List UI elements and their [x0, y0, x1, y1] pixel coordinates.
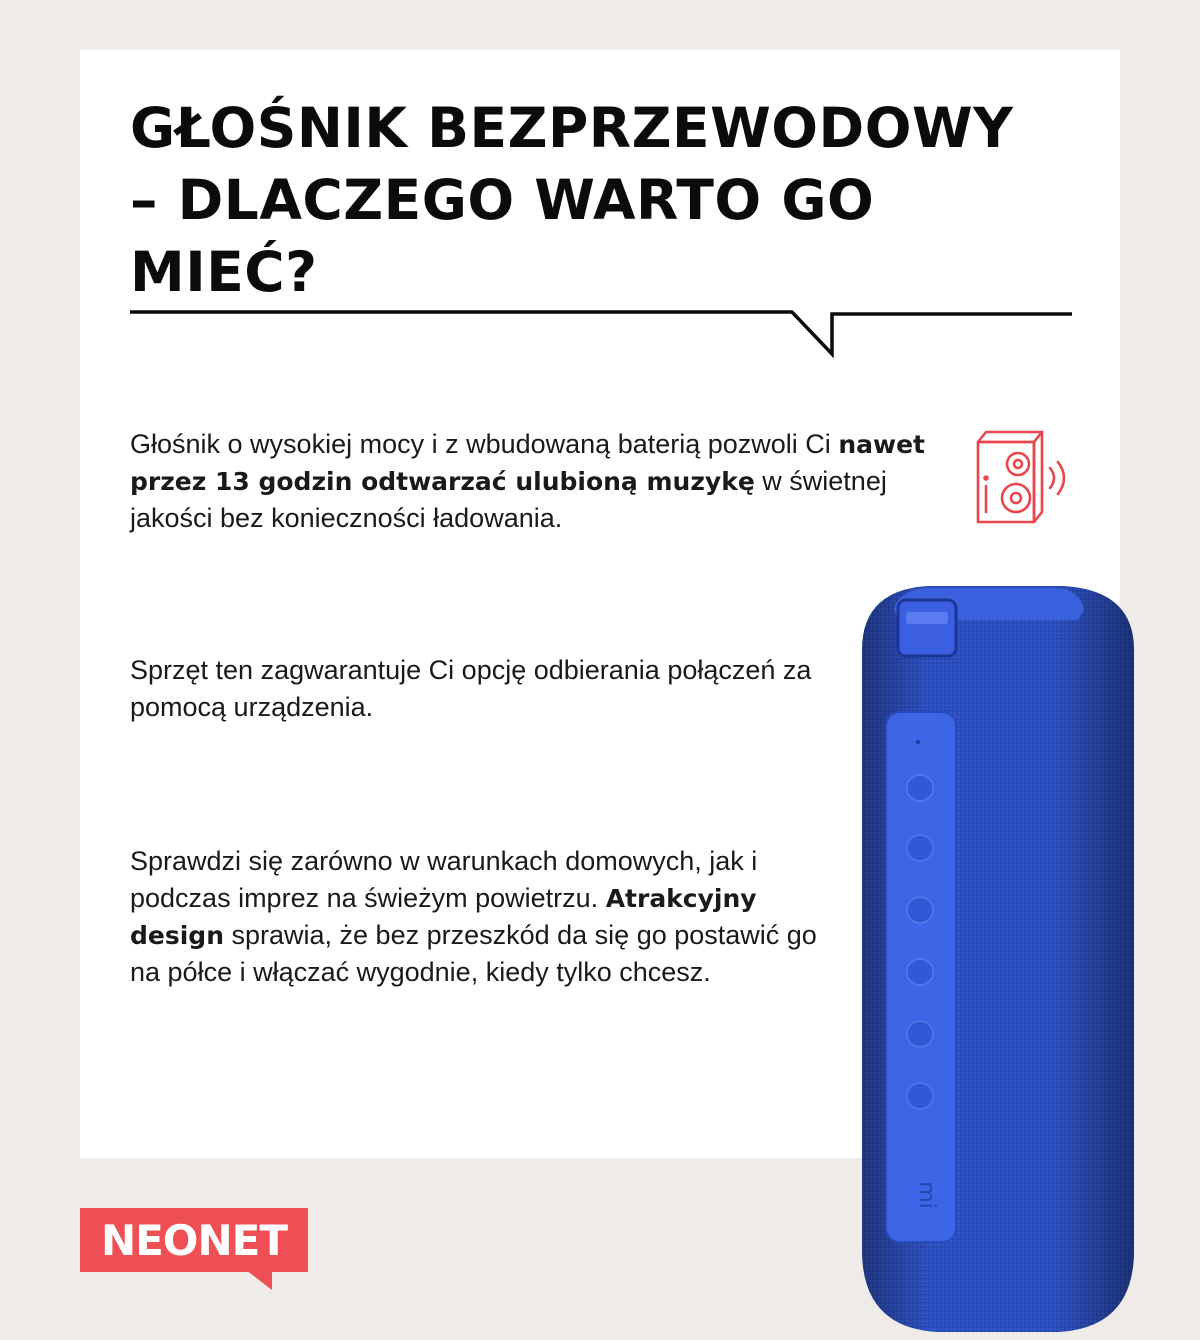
paragraph-calls: Sprzęt ten zagwarantuje Ci opcję odbierania połączeń za pomocą urządzenia.	[130, 655, 812, 722]
headline-line-1: GŁOŚNIK BEZPRZEWODOWY	[130, 96, 1014, 160]
paragraph-design	[130, 843, 830, 991]
paragraph-design-highlight: Atrakcyjny design	[130, 884, 757, 950]
page-headline	[130, 92, 1090, 308]
speaker-icon	[972, 428, 1072, 524]
paragraph-battery-highlight: nawet przez 13 godzin odtwarzać ulubioną muzykę	[130, 430, 925, 496]
speech-bubble-divider	[130, 300, 1072, 362]
headline-line-2: – DLACZEGO WARTO GO	[130, 168, 875, 232]
paragraph-design-text-end: sprawia, że bez przeszkód da się go postawić go na półce i włączać wygodnie, kiedy tylko chcesz.	[130, 920, 817, 987]
headline-line-3: MIEĆ?	[130, 240, 318, 304]
logo-box	[80, 1208, 308, 1272]
svg-text:mi: mi	[914, 1181, 939, 1209]
paragraph-design-text: Sprawdzi się zarówno w warunkach domowych, jak i podczas imprez na świeżym powietrzu.	[130, 846, 758, 913]
paragraph-battery-text: Głośnik o wysokiej mocy i z wbudowaną baterią pozwoli Ci	[130, 429, 839, 459]
paragraph-battery	[130, 426, 950, 537]
bluetooth-speaker-image	[858, 580, 1138, 1340]
paragraph-battery-text-end: w świetnej jakości bez konieczności ładowania.	[130, 466, 887, 533]
neonet-logo	[80, 1208, 308, 1288]
logo-speech-tail	[246, 1270, 272, 1290]
logo-text: NEONET	[100, 1215, 288, 1265]
